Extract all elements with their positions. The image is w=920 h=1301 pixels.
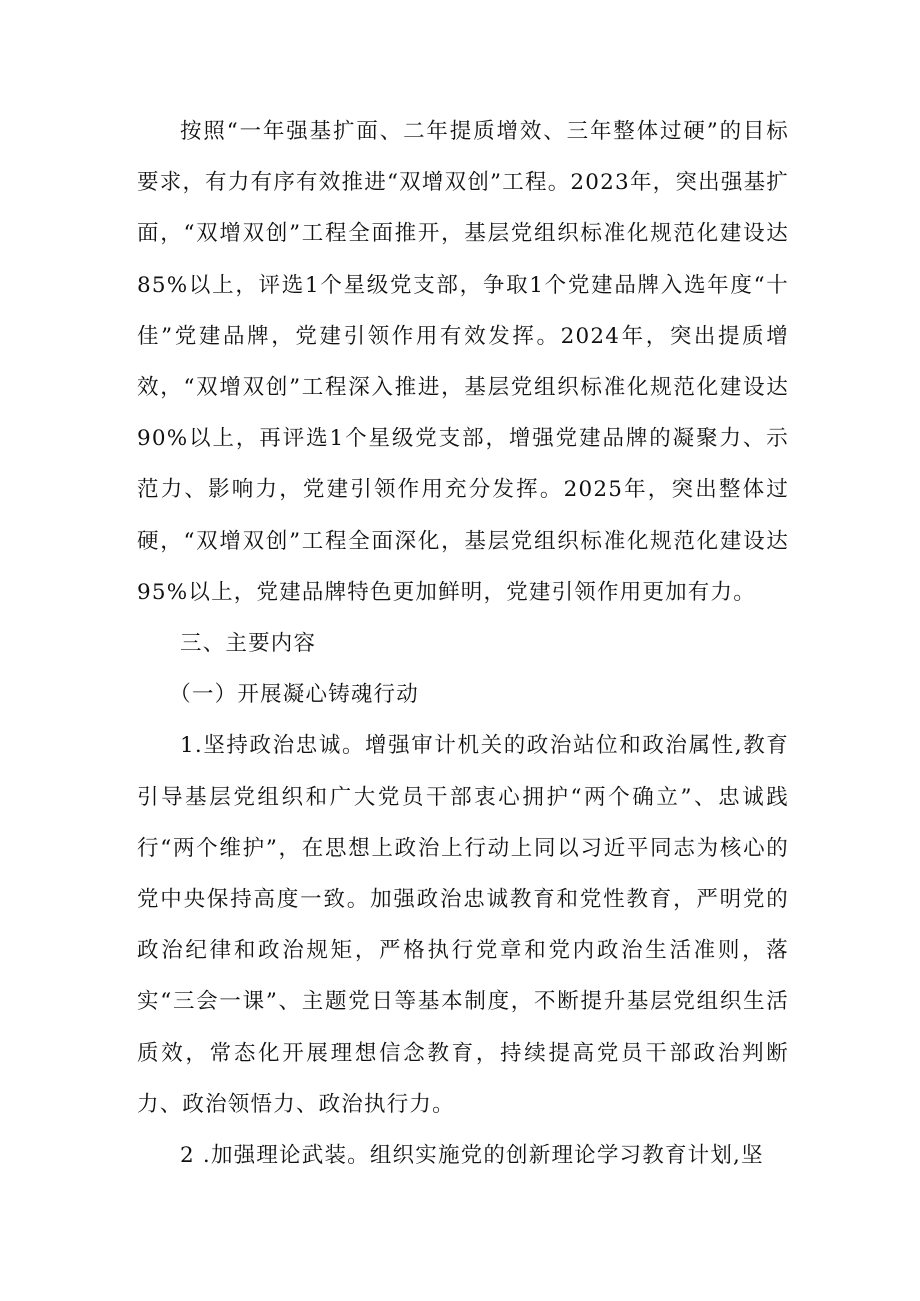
paragraph-goals: 按照“一年强基扩面、二年提质增效、三年整体过硬”的目标要求，有力有序有效推进“双增双创”工程。2023年，突出强基扩面，“双增双创”工程全面推开，基层党组织标准化规范化建设达85%以上，评选1个星级党支部，争取1个党建品牌入选年度“十佳”党建品牌，党建引领作用有效发挥。2024年，突出提质增效，“双增双创”工程深入推进，基层党组织标准化规范化建设达90%以上，再评选1个星级党支部，增强党建品牌的凝聚力、示范力、影响力，党建引领作用充分发挥。2025年，突出整体过硬，“双增双创”工程全面深化，基层党组织标准化规范化建设达95%以上，党建品牌特色更加鲜明，党建引领作用更加有力。 (137, 119, 789, 605)
document-body (137, 106, 789, 1181)
section-heading: 三、主要内容 (180, 631, 317, 657)
subsection-heading: （一）开展凝心铸魂行动 (169, 682, 419, 708)
paragraph-theory-armament: 2 .加强理论武装。组织实施党的创新理论学习教育计划,坚 (180, 1143, 764, 1169)
paragraph-political-loyalty: 1.坚持政治忠诚。增强审计机关的政治站位和政治属性,教育引导基层党组织和广大党员干部衷心拥护“两个确立”、忠诚践行“两个维护”，在思想上政治上行动上同以习近平同志为核心的党中央保持高度一致。加强政治忠诚教育和党性教育，严明党的政治纪律和政治规矩，严格执行党章和党内政治生活准则，落实“三会一课”、主题党日等基本制度，不断提升基层党组织生活质效，常态化开展理想信念教育，持续提高党员干部政治判断力、政治领悟力、政治执行力。 (137, 733, 789, 1117)
